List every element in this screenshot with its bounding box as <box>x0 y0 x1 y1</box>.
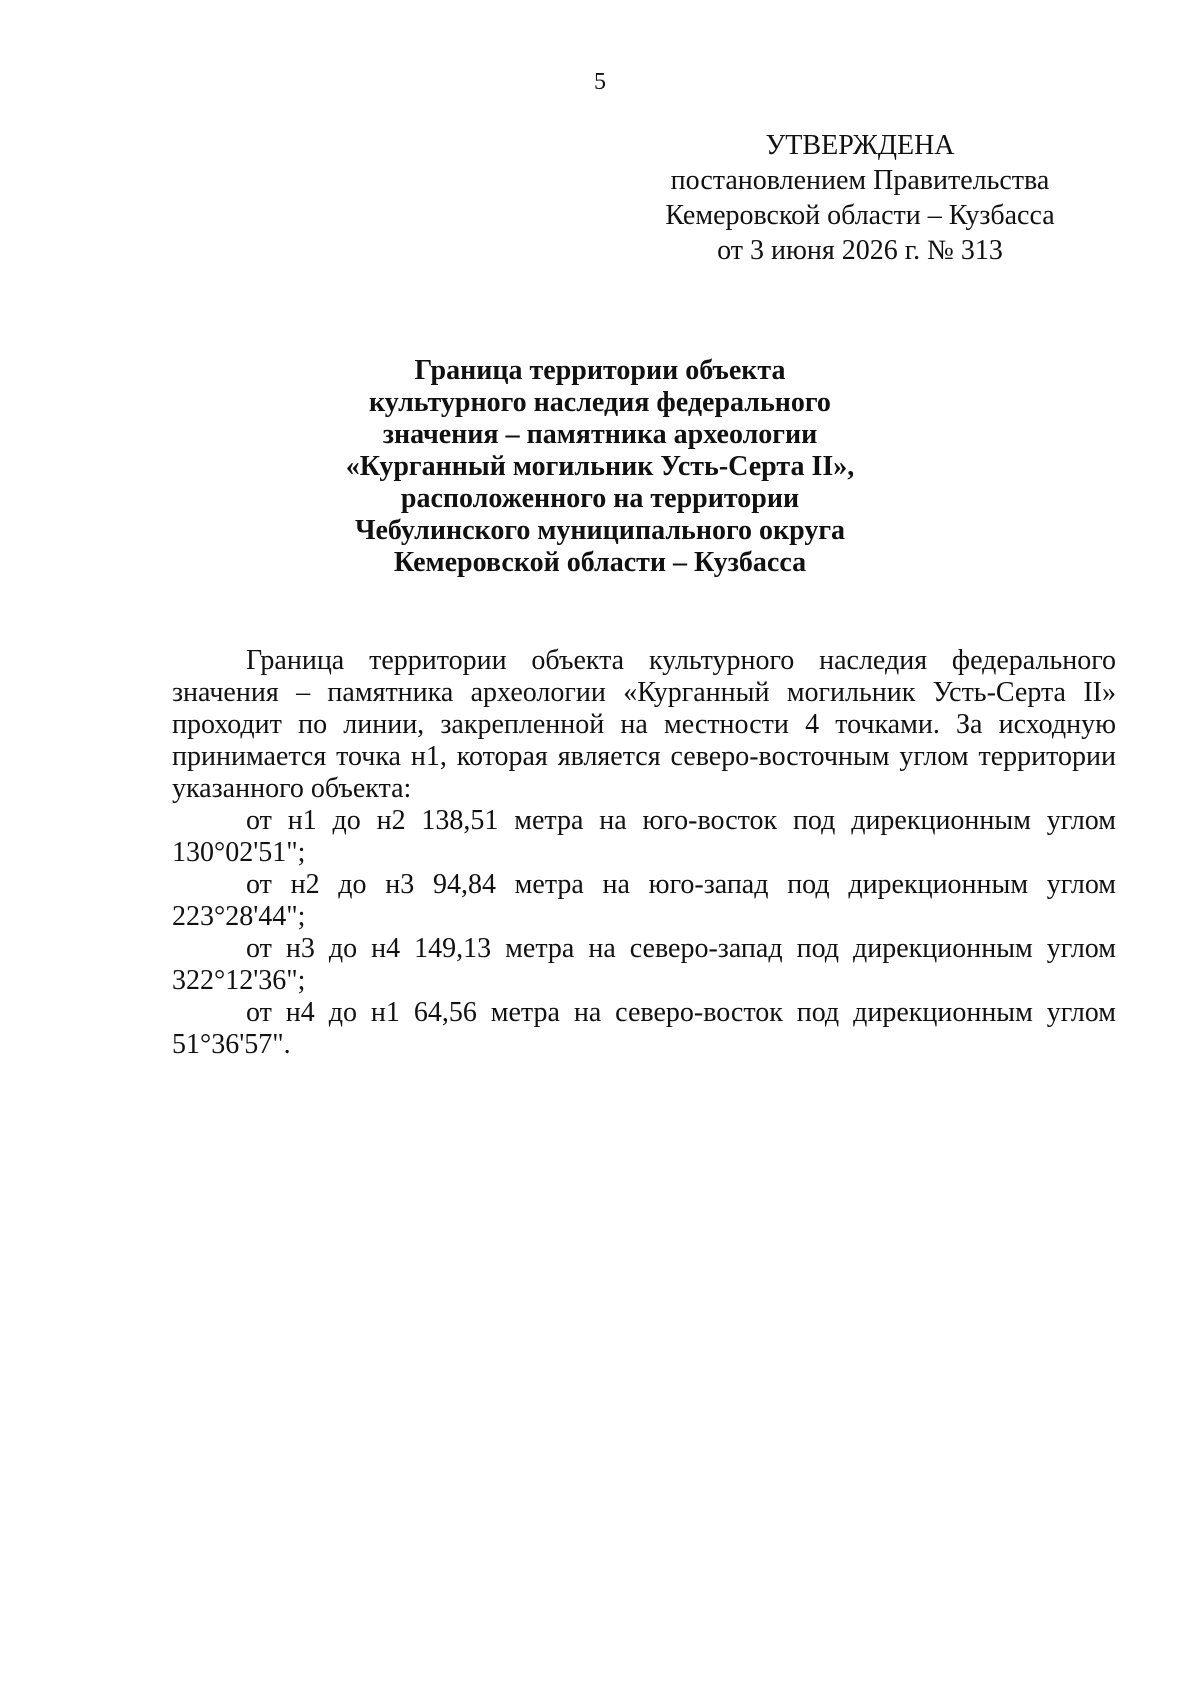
intro-paragraph: Граница территории объекта культурного наследия федерального значения – памятника археологии «Курганный могильник Усть-Серта II» проходит по линии, закрепленной на местности 4 точками. За исходную принимается точка н1, которая является северо-восточным углом территории указанного объекта: <box>172 645 1116 804</box>
boundary-segment-n3-n4: от н3 до н4 149,13 метра на северо-запад под дирекционным углом 322°12'36"; <box>172 933 1116 996</box>
document-title <box>250 355 950 579</box>
document-body <box>172 645 1116 1061</box>
boundary-segment-n4-n1: от н4 до н1 64,56 метра на северо-восток под дирекционным углом 51°36'57". <box>172 997 1116 1060</box>
title-line: культурного наследия федерального <box>369 387 831 418</box>
title-line: «Курганный могильник Усть-Серта II», <box>345 451 855 482</box>
boundary-segment-n2-n3: от н2 до н3 94,84 метра на юго-запад под дирекционным углом 223°28'44"; <box>172 869 1116 932</box>
boundary-segment-n1-n2: от н1 до н2 138,51 метра на юго-восток под дирекционным углом 130°02'51"; <box>172 805 1116 868</box>
approval-date-number: от 3 июня 2026 г. № 313 <box>717 235 1003 266</box>
title-line: значения – памятника археологии <box>382 419 818 450</box>
title-line: Чебулинского муниципального округа <box>354 515 846 546</box>
title-line: Кемеровской области – Кузбасса <box>393 547 807 578</box>
title-line: расположенного на территории <box>400 483 800 514</box>
title-line: Граница территории объекта <box>414 355 786 386</box>
approval-authority: постановлением Правительства <box>670 165 1050 196</box>
approval-status: УТВЕРЖДЕНА <box>765 130 955 161</box>
approval-block <box>640 128 1080 268</box>
page-number: 5 <box>594 69 606 95</box>
approval-region: Кемеровской области – Кузбасса <box>665 200 1055 231</box>
